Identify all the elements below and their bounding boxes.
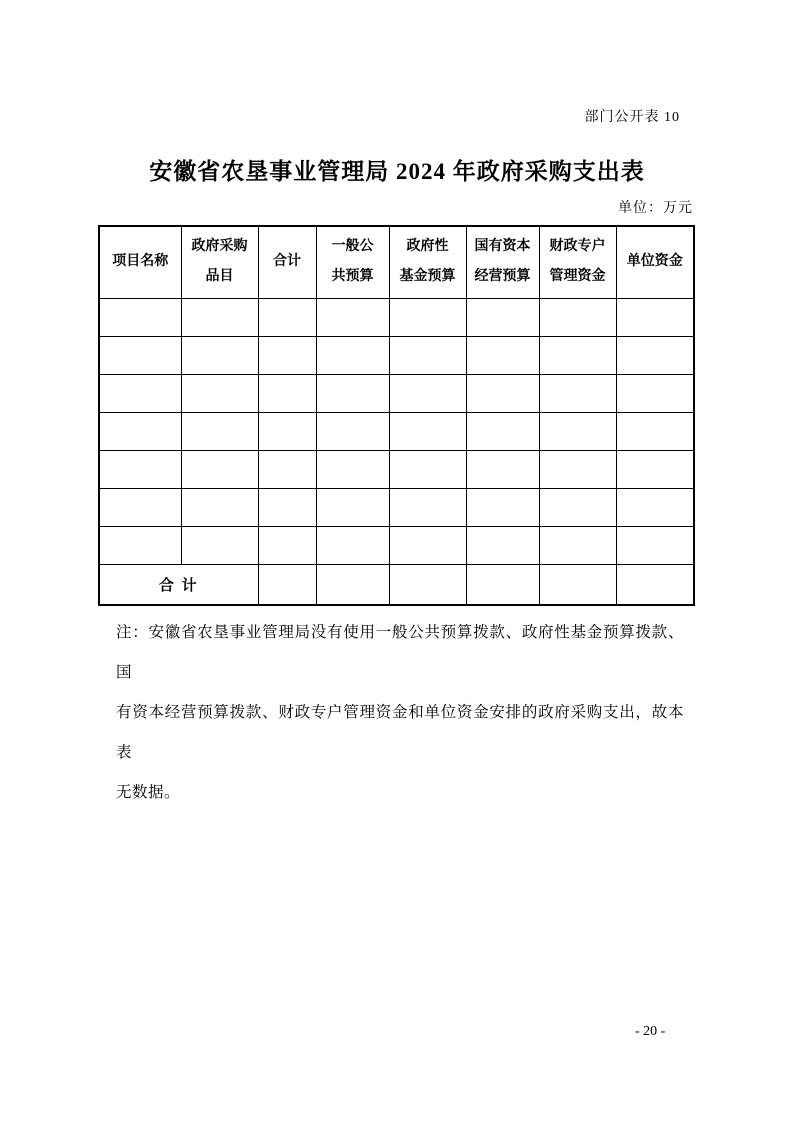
col-header-state-capital-budget <box>466 226 539 298</box>
empty-cell <box>466 336 539 374</box>
empty-cell <box>539 526 616 564</box>
col-header-project-name <box>99 226 181 298</box>
empty-cell <box>539 412 616 450</box>
empty-cell <box>616 564 694 605</box>
empty-cell <box>99 412 181 450</box>
empty-row <box>99 526 694 564</box>
col-header-govt-fund-budget <box>389 226 466 298</box>
empty-row <box>99 450 694 488</box>
empty-cell <box>466 412 539 450</box>
empty-cell <box>316 450 389 488</box>
empty-cell <box>258 374 316 412</box>
note-block <box>116 613 684 813</box>
empty-cell <box>258 298 316 336</box>
total-row-label: 合 计 <box>99 564 258 605</box>
empty-cell <box>258 526 316 564</box>
empty-cell <box>466 450 539 488</box>
page-title: 安徽省农垦事业管理局 2024 年政府采购支出表 <box>149 159 645 184</box>
empty-cell <box>99 336 181 374</box>
empty-cell <box>466 298 539 336</box>
empty-cell <box>389 450 466 488</box>
empty-cell <box>258 336 316 374</box>
empty-cell <box>258 488 316 526</box>
empty-cell <box>389 412 466 450</box>
empty-cell <box>539 336 616 374</box>
empty-cell <box>616 298 694 336</box>
empty-cell <box>539 374 616 412</box>
empty-cell <box>616 374 694 412</box>
col-header-procurement-item <box>181 226 258 298</box>
total-row <box>99 564 694 605</box>
empty-cell <box>99 450 181 488</box>
empty-cell <box>316 526 389 564</box>
empty-cell <box>99 298 181 336</box>
empty-cell <box>389 298 466 336</box>
header-text: 品目 <box>205 269 234 285</box>
empty-cell <box>316 298 389 336</box>
header-text: 财政专户 <box>549 239 606 255</box>
empty-cell <box>616 526 694 564</box>
empty-cell <box>181 412 258 450</box>
table-header <box>99 226 694 298</box>
empty-cell <box>181 488 258 526</box>
empty-row <box>99 412 694 450</box>
header-text: 合计 <box>273 254 301 270</box>
col-header-total <box>258 226 316 298</box>
col-header-fiscal-special-account <box>539 226 616 298</box>
col-header-unit-funds <box>616 226 694 298</box>
empty-cell <box>316 412 389 450</box>
empty-cell <box>539 298 616 336</box>
empty-cell <box>181 298 258 336</box>
empty-cell <box>466 374 539 412</box>
col-header-general-public-budget <box>316 226 389 298</box>
empty-cell <box>466 488 539 526</box>
header-row <box>99 226 694 298</box>
empty-cell <box>181 336 258 374</box>
empty-cell <box>389 488 466 526</box>
note-line: 无数据。 <box>116 784 181 801</box>
empty-row <box>99 488 694 526</box>
empty-cell <box>316 488 389 526</box>
empty-cell <box>389 564 466 605</box>
empty-cell <box>258 412 316 450</box>
empty-cell <box>316 564 389 605</box>
empty-cell <box>616 412 694 450</box>
empty-cell <box>616 450 694 488</box>
header-text: 共预算 <box>331 269 374 285</box>
empty-cell <box>181 450 258 488</box>
empty-row <box>99 298 694 336</box>
header-text: 经营预算 <box>474 269 531 285</box>
empty-cell <box>539 450 616 488</box>
empty-cell <box>181 526 258 564</box>
empty-cell <box>99 526 181 564</box>
empty-cell <box>258 450 316 488</box>
header-text: 项目名称 <box>112 254 169 270</box>
empty-cell <box>466 526 539 564</box>
header-text: 单位资金 <box>626 254 683 270</box>
note-line: 有资本经营预算拨款、财政专户管理资金和单位资金安排的政府采购支出，故本表 <box>116 704 684 761</box>
empty-row <box>99 374 694 412</box>
unit-label: 单位：万元 <box>618 201 693 216</box>
empty-cell <box>99 488 181 526</box>
empty-cell <box>316 374 389 412</box>
empty-row <box>99 336 694 374</box>
page-number: - 20 - <box>635 1024 666 1039</box>
empty-cell <box>389 336 466 374</box>
empty-cell <box>466 564 539 605</box>
header-text: 政府性 <box>406 239 449 255</box>
table-footer <box>99 564 694 605</box>
empty-cell <box>258 564 316 605</box>
empty-cell <box>389 526 466 564</box>
empty-cell <box>616 336 694 374</box>
empty-cell <box>539 488 616 526</box>
header-text: 国有资本 <box>474 239 531 255</box>
header-text: 政府采购 <box>191 239 248 255</box>
table-body <box>99 298 694 564</box>
empty-cell <box>539 564 616 605</box>
empty-cell <box>181 374 258 412</box>
empty-cell <box>616 488 694 526</box>
empty-cell <box>99 374 181 412</box>
header-text: 管理资金 <box>549 269 606 285</box>
note-line: 注：安徽省农垦事业管理局没有使用一般公共预算拨款、政府性基金预算拨款、国 <box>116 624 684 681</box>
empty-cell <box>316 336 389 374</box>
procurement-table <box>98 225 695 606</box>
header-text: 基金预算 <box>399 269 456 285</box>
empty-cell <box>389 374 466 412</box>
header-text: 一般公 <box>331 239 374 255</box>
corner-label: 部门公开表 10 <box>584 110 680 125</box>
